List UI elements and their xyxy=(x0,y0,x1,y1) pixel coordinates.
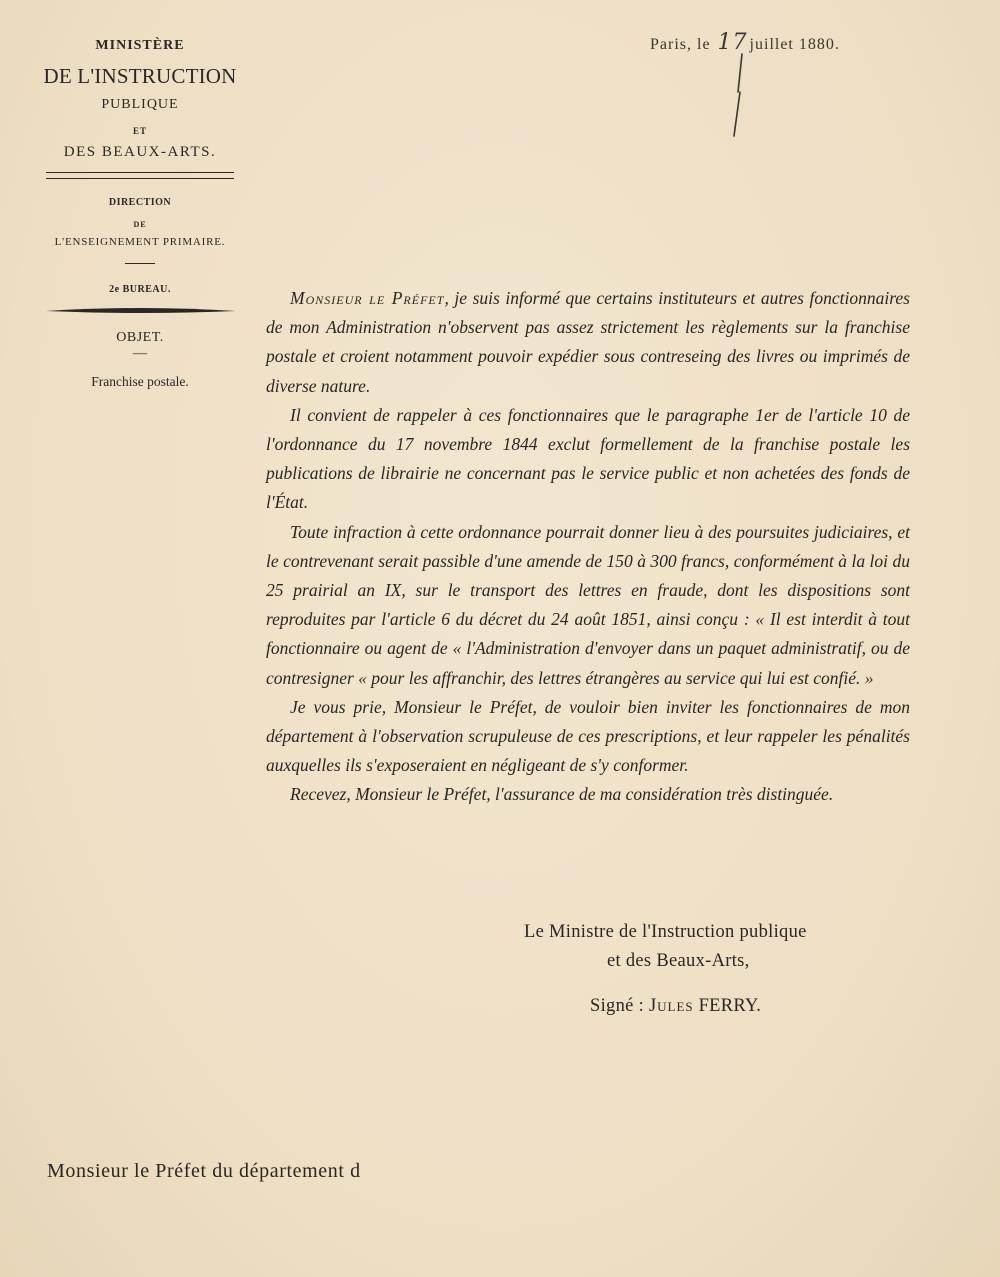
signature-line-1: Le Ministre de l'Instruction publique xyxy=(524,922,807,942)
letterhead-short-rule xyxy=(125,263,155,264)
letterhead-dash: — xyxy=(133,346,147,361)
letterhead-franchise: Franchise postale. xyxy=(91,374,189,389)
letterhead-bureau: 2e BUREAU. xyxy=(109,284,171,295)
addressee: Monsieur le Préfet du département d xyxy=(47,1160,361,1182)
signature-first-name: Jules xyxy=(648,996,694,1016)
paragraph-4: Je vous prie, Monsieur le Préfet, de vouloir bien inviter les fonctionnaires de mon département à l'observation scrupuleuse de ces prescriptions, et leur rappeler les pénalités auxquelles ils s'exposeraient en négligeant de s'y conformer. xyxy=(266,696,910,776)
paragraph-5: Recevez, Monsieur le Préfet, l'assurance de ma considération très distinguée. xyxy=(290,784,834,805)
paragraph-2: Il convient de rappeler à ces fonctionnaires que le paragraphe 1er de l'article 10 de l'ordonnance du 17 novembre 1844 exclut formellement de la franchise postale les publications de librairie ne concernant pas le service public et non achetées des fonds de l'État. xyxy=(266,404,910,513)
letterhead-direction: DIRECTION xyxy=(108,197,172,208)
letter-body xyxy=(266,284,910,810)
letterhead-double-rule xyxy=(46,172,234,179)
letterhead-ministere: MINISTÈRE xyxy=(95,38,185,53)
letterhead-enseignement: L'ENSEIGNEMENT PRIMAIRE. xyxy=(54,236,226,248)
letterhead-de: DE xyxy=(133,220,147,229)
paragraph-3: Toute infraction à cette ordonnance pourrait donner lieu à des poursuites judiciaires, et le contrevenant serait passible d'une amende de 150 à 300 francs, conformément à la loi du 25 prairial an IX, sur le transport des lettres en fraude, dont les dispositions sont reproduites par l'article 6 du décret du 24 août 1851, ainsi conçu : « Il est interdit à tout fonctionnaire ou agent de « l'Administration d'envoyer dans un paquet administratif, ou de contresigner « pour les affranchir, des lettres étrangères au service qui lui est confié. » xyxy=(266,521,910,688)
paragraph-1-text: , je suis informé que certains instituteurs et autres fonctionnaires de mon Administration n'observent pas assez strictement les règlements sur la franchise postale et croient notamment pouvoir expédier sous contreseing des livres ou imprimés de diverse nature. xyxy=(266,288,910,396)
salutation: Monsieur le Préfet xyxy=(290,288,445,308)
paragraph-1 xyxy=(266,284,910,401)
letterhead-beaux-arts: DES BEAUX-ARTS. xyxy=(63,144,217,160)
signature-signe: Signé : xyxy=(590,996,649,1016)
letterhead-instruction: DE L'INSTRUCTION xyxy=(43,64,237,88)
letterhead-publique: PUBLIQUE xyxy=(101,97,179,112)
letterhead-objet: OBJET. xyxy=(116,330,164,345)
signature-line-2: et des Beaux-Arts, xyxy=(607,951,750,971)
date-prefix: Paris, le xyxy=(650,36,711,53)
letterhead-et: ET xyxy=(132,126,147,136)
pen-stroke-mark xyxy=(720,52,750,144)
signature-last-name: FERRY. xyxy=(698,996,762,1016)
date-day-handwritten: 17 xyxy=(717,30,748,55)
signature-line-3 xyxy=(590,996,761,1017)
letterhead-swell-rule xyxy=(46,306,236,316)
date-suffix: juillet 1880. xyxy=(749,36,840,53)
